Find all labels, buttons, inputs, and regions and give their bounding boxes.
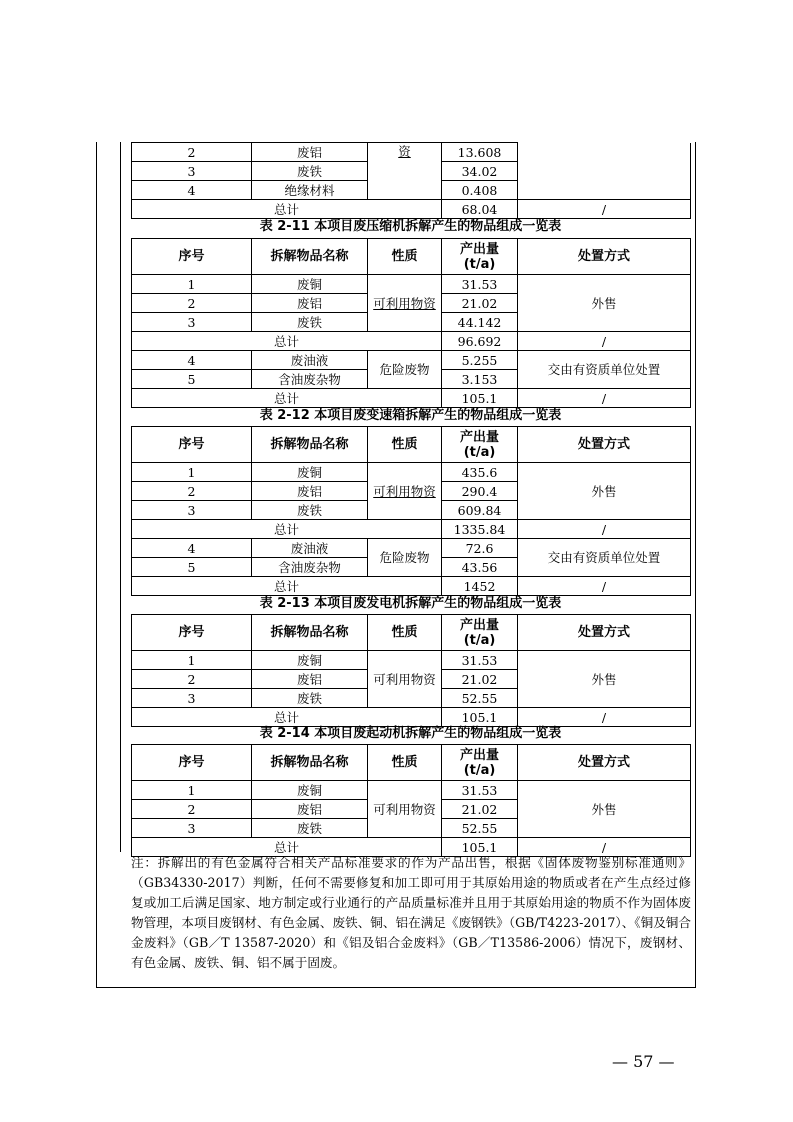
name-cell: 废铝 [252,294,368,313]
value-cell: 5.255 [442,351,518,370]
header-row [132,239,691,275]
header-name: 拆解物品名称 [252,615,368,651]
name-cell: 废铝 [252,800,368,819]
name-cell: 废铝 [252,670,368,689]
header-output: 产出量 (t/a) [442,745,518,781]
header-output: 产出量 (t/a) [442,427,518,463]
disposal-cell: 外售 [518,275,691,332]
disposal-cell: 外售 [518,651,691,708]
total-row [132,708,691,727]
total-value: 1452 [442,577,518,596]
header-disposal: 处置方式 [518,615,691,651]
footnote: 注：拆解出的有色金属符合相关产品标准要求的作为产品出售，根据《固体废物鉴别标准通则》（GB34330-2017）判断，任何不需要修复和加工即可用于其原始用途的物质或者在产生点经过修复或加工后满足国家、地方制定或行业通行的产品质量标准并且用于其原始用途的物质不作为固体废物管理，本项目废钢材、有色金属、废铁、铜、铝在满足《废钢铁》（GB/T4223-2017）、《铜及铜合金废料》（GB／T 13587-2020）和《铝及铝合金废料》（GB／T13586-2006）情况下，废钢材、有色金属、废铁、铜、铝不属于固废。 [131,855,691,970]
subtotal-disposal: / [518,332,691,351]
table-2-14 [131,744,690,857]
hazard-disposal-cell: 交由有资质单位处置 [518,351,691,389]
value-cell: 31.53 [442,651,518,670]
seq-cell: 1 [132,275,252,294]
page-number: — 57 — [612,1052,675,1071]
seq-cell: 3 [132,501,252,520]
name-cell: 废油液 [252,351,368,370]
seq-cell: 3 [132,819,252,838]
name-cell: 废铝 [252,143,368,162]
header-output: 产出量 (t/a) [442,615,518,651]
total-value: 68.04 [442,200,518,219]
total-row [132,200,691,219]
total-label: 总计 [132,838,442,857]
table-row [132,275,691,294]
header-nature: 性质 [368,239,442,275]
hazard-disposal-cell: 交由有资质单位处置 [518,539,691,577]
total-value: 105.1 [442,708,518,727]
nature-cell: 可利用物资 [368,275,442,332]
value-cell: 34.02 [442,162,518,181]
total-disposal: / [518,838,691,857]
name-cell: 废铁 [252,819,368,838]
seq-cell: 2 [132,294,252,313]
table-row [132,463,691,482]
seq-cell: 2 [132,143,252,162]
disposal-cell: 外售 [518,463,691,520]
total-disposal: / [518,389,691,408]
table-row [132,781,691,800]
table-row [132,351,691,370]
header-nature: 性质 [368,745,442,781]
table-2-13 [131,614,690,727]
nature-cell: 可利用物资 [368,463,442,520]
seq-cell: 4 [132,539,252,558]
name-cell: 废铜 [252,651,368,670]
header-nature: 性质 [368,427,442,463]
value-cell: 21.02 [442,294,518,313]
seq-cell: 3 [132,162,252,181]
total-row [132,577,691,596]
seq-cell: 4 [132,181,252,200]
seq-cell: 5 [132,370,252,389]
seq-cell: 1 [132,651,252,670]
value-cell: 52.55 [442,689,518,708]
value-cell: 290.4 [442,482,518,501]
subtotal-label: 总计 [132,332,442,351]
name-cell: 废铁 [252,501,368,520]
disposal-cell: 外售 [518,781,691,838]
name-cell: 废铁 [252,689,368,708]
total-row [132,389,691,408]
hazard-nature-cell: 危险废物 [368,539,442,577]
seq-cell: 4 [132,351,252,370]
table-2-11 [131,238,690,408]
name-cell: 废铜 [252,275,368,294]
subtotal-disposal: / [518,520,691,539]
name-cell: 废铁 [252,162,368,181]
total-disposal: / [518,577,691,596]
header-row [132,427,691,463]
name-cell: 绝缘材料 [252,181,368,200]
value-cell: 609.84 [442,501,518,520]
header-disposal: 处置方式 [518,745,691,781]
nature-cell: 可利用物资 [368,781,442,838]
seq-cell: 3 [132,313,252,332]
total-disposal: / [518,200,691,219]
seq-cell: 3 [132,689,252,708]
value-cell: 13.608 [442,143,518,162]
hazard-nature-cell: 危险废物 [368,351,442,389]
name-cell: 废铁 [252,313,368,332]
table-caption: 表 2-12 本项目废变速箱拆解产生的物品组成一览表 [259,408,562,423]
header-row [132,745,691,781]
header-row [132,615,691,651]
header-output: 产出量 (t/a) [442,239,518,275]
name-cell: 废铜 [252,781,368,800]
value-cell: 43.56 [442,558,518,577]
table-caption: 表 2-11 本项目废压缩机拆解产生的物品组成一览表 [259,219,562,234]
subtotal-value: 96.692 [442,332,518,351]
value-cell: 44.142 [442,313,518,332]
total-label: 总计 [132,577,442,596]
subtotal-label: 总计 [132,520,442,539]
total-value: 105.1 [442,838,518,857]
seq-cell: 1 [132,781,252,800]
header-name: 拆解物品名称 [252,239,368,275]
value-cell: 435.6 [442,463,518,482]
name-cell: 含油废杂物 [252,558,368,577]
table-2-12 [131,426,690,596]
continued-table [131,142,690,219]
header-disposal: 处置方式 [518,239,691,275]
seq-cell: 1 [132,463,252,482]
value-cell: 72.6 [442,539,518,558]
total-label: 总计 [132,200,442,219]
seq-cell: 2 [132,800,252,819]
nature-cell: 资 [368,143,442,200]
header-name: 拆解物品名称 [252,745,368,781]
header-seq: 序号 [132,427,252,463]
value-cell: 21.02 [442,670,518,689]
subtotal-value: 1335.84 [442,520,518,539]
total-label: 总计 [132,389,442,408]
value-cell: 31.53 [442,781,518,800]
value-cell: 52.55 [442,819,518,838]
table-row [132,539,691,558]
table-row [132,651,691,670]
header-seq: 序号 [132,615,252,651]
header-seq: 序号 [132,745,252,781]
table-caption: 表 2-13 本项目废发电机拆解产生的物品组成一览表 [259,596,562,611]
value-cell: 0.408 [442,181,518,200]
subtotal-row [132,332,691,351]
seq-cell: 2 [132,670,252,689]
value-cell: 21.02 [442,800,518,819]
total-label: 总计 [132,708,442,727]
seq-cell: 2 [132,482,252,501]
name-cell: 废油液 [252,539,368,558]
total-disposal: / [518,708,691,727]
name-cell: 废铝 [252,482,368,501]
name-cell: 含油废杂物 [252,370,368,389]
subtotal-row [132,520,691,539]
header-disposal: 处置方式 [518,427,691,463]
seq-cell: 5 [132,558,252,577]
disposal-cell [518,143,691,200]
header-name: 拆解物品名称 [252,427,368,463]
inner-border-line [120,142,121,852]
name-cell: 废铜 [252,463,368,482]
value-cell: 31.53 [442,275,518,294]
header-nature: 性质 [368,615,442,651]
header-seq: 序号 [132,239,252,275]
table-row [132,143,691,162]
total-value: 105.1 [442,389,518,408]
nature-cell: 可利用物资 [368,651,442,708]
table-caption: 表 2-14 本项目废起动机拆解产生的物品组成一览表 [259,726,562,741]
value-cell: 3.153 [442,370,518,389]
